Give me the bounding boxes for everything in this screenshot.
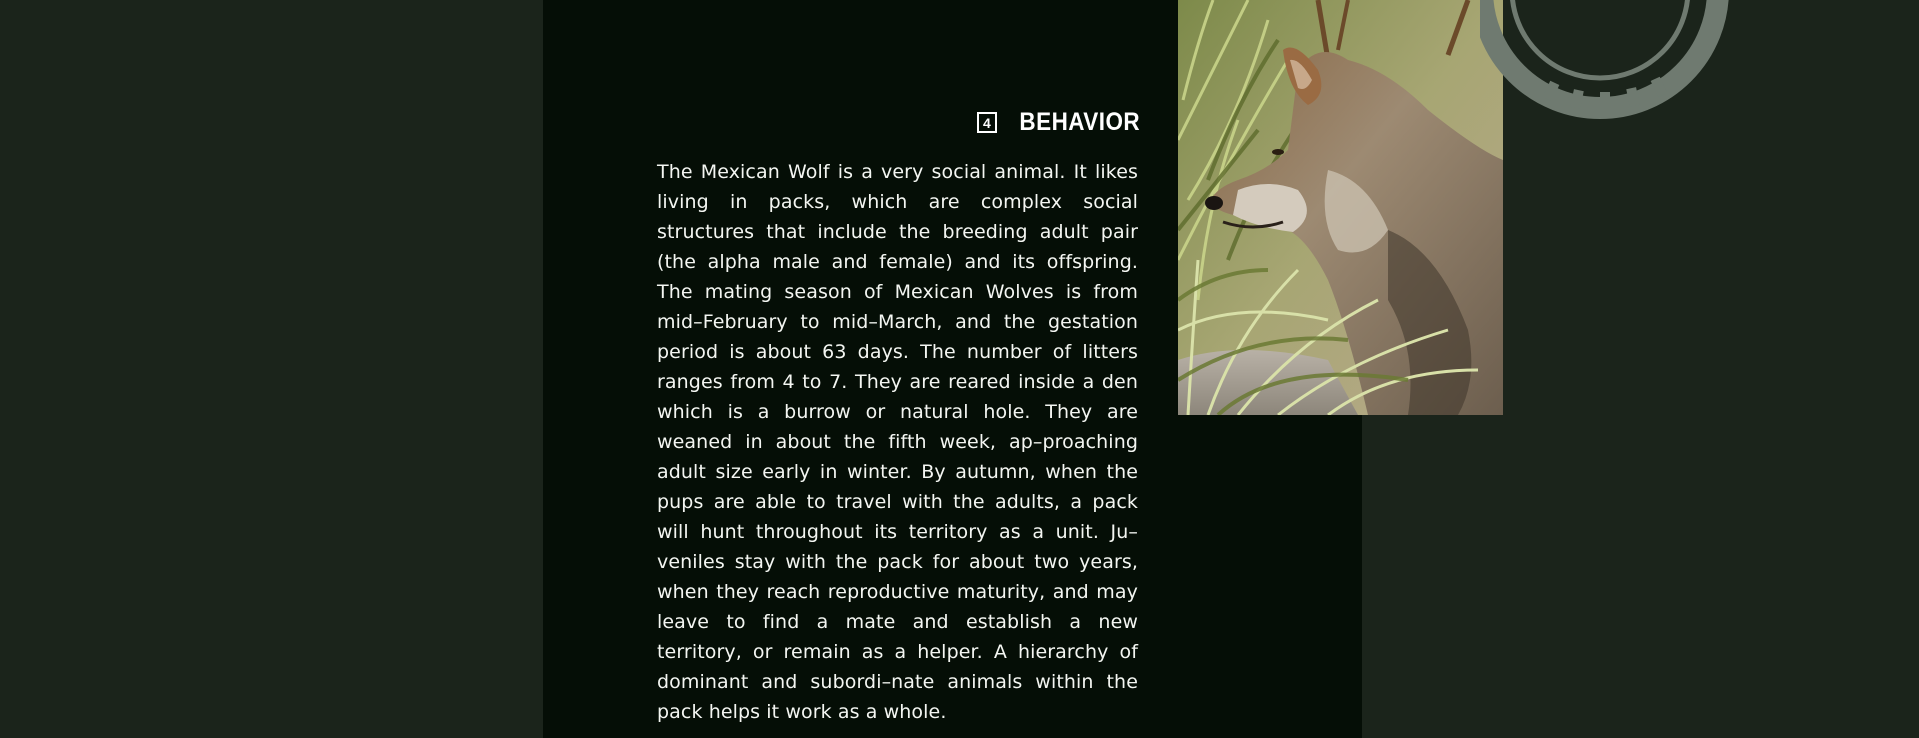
seal-emblem <box>1480 0 1780 150</box>
section-number-badge: 4 <box>977 112 997 133</box>
section-title: BEHAVIOR <box>1019 108 1140 136</box>
section-heading <box>900 108 1140 137</box>
mexican-wolf-photo <box>1178 0 1503 415</box>
behavior-paragraph: The Mexican Wolf is a very social animal. It likes living in packs, which are complex social structures that include the breeding adult pair (the alpha male and female) and its offspring. The mating season of Mexican Wolves is from mid–February to mid–March, and the gestation period is about 63 days. The number of litters ranges from 4 to 7. They are reared inside a den which is a burrow or natural hole. They are weaned in about the fifth week, ap–proaching adult size early in winter. By autumn, when the pups are able to travel with the adults, a pack will hunt throughout its territory as a unit. Ju–veniles stay with the pack for about two years, when they reach reproductive maturity, and may leave to find a mate and establish a new territory, or remain as a helper. A hierarchy of dominant and subordi–nate animals within the pack helps it work as a whole. <box>657 161 1138 723</box>
